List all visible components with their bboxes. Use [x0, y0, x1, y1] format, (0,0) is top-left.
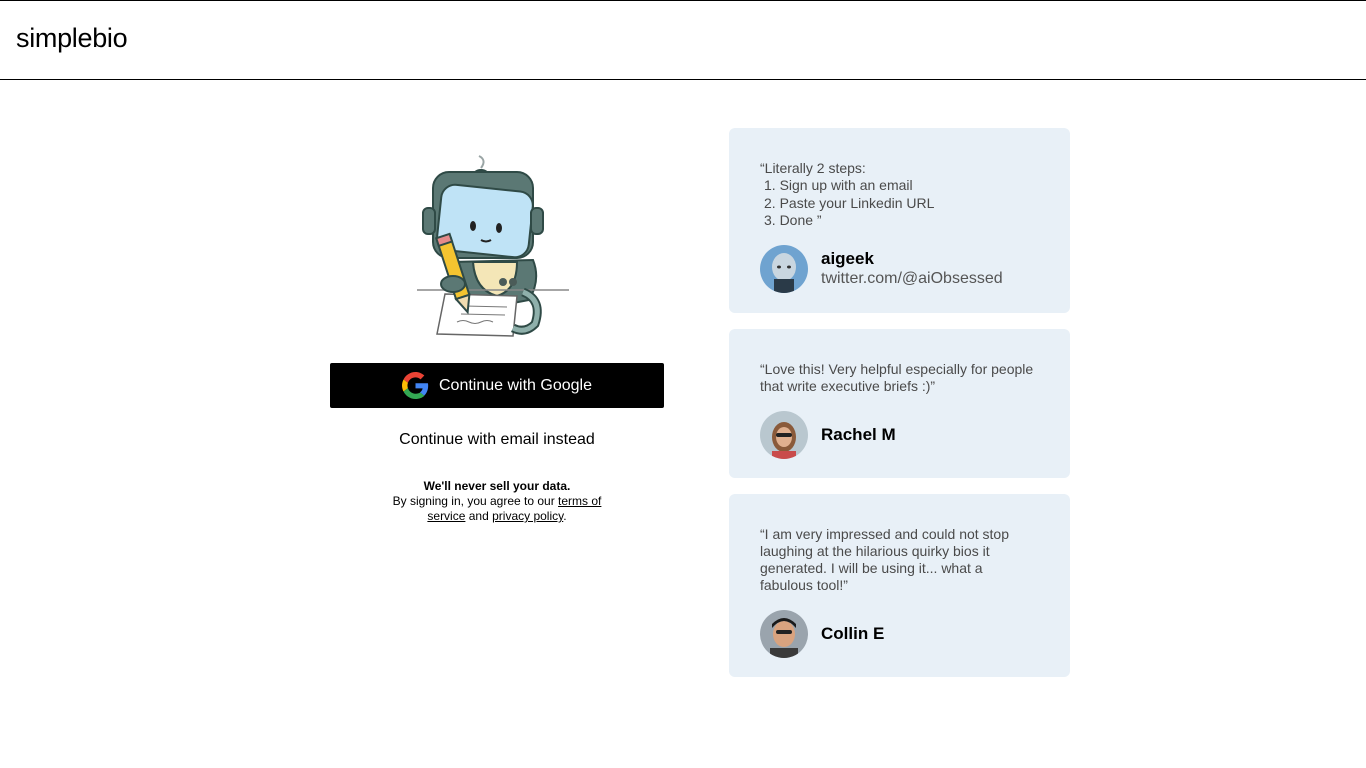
google-button-label: Continue with Google: [439, 376, 592, 394]
continue-with-email-link[interactable]: Continue with email instead: [399, 431, 595, 448]
terms-of-service-link[interactable]: terms of service: [427, 494, 602, 523]
avatar: [760, 411, 808, 459]
logo[interactable]: simplebio: [16, 23, 128, 53]
continue-with-google-button[interactable]: [330, 363, 664, 408]
legal-suffix: .: [563, 509, 567, 523]
step-item: 2. Paste your Linkedin URL: [764, 194, 935, 211]
author-name: Rachel M: [821, 425, 896, 444]
testimonial-author: [760, 245, 1039, 293]
testimonial-quote: “Literally 2 steps:: [760, 160, 866, 176]
step-item: 1. Sign up with an email: [764, 177, 913, 193]
legal-prefix: By signing in, you agree to our: [392, 494, 559, 508]
testimonial-quote: “Love this! Very helpful especially for people that write executive briefs :)”: [760, 361, 1034, 394]
signin-panel: [330, 150, 664, 524]
privacy-statement: We'll never sell your data.: [423, 479, 571, 493]
legal-notice: [392, 479, 602, 524]
testimonial-card: [729, 494, 1070, 677]
header-bar: [0, 0, 1366, 80]
avatar: [760, 245, 808, 293]
testimonial-quote: “I am very impressed and could not stop laughing at the hilarious quirky bios it generated. I will be using it... what a fabulous tool!”: [760, 526, 1010, 593]
testimonial-card: [729, 128, 1070, 313]
robot-writing-illustration: [417, 150, 577, 342]
privacy-policy-link[interactable]: privacy policy: [492, 509, 564, 523]
author-name: aigeek: [821, 248, 874, 268]
testimonial-card: [729, 329, 1070, 478]
steps-list: [764, 177, 1039, 230]
avatar: [760, 610, 808, 658]
legal-and: and: [465, 509, 493, 523]
testimonial-author: [760, 411, 1039, 459]
testimonial-author: [760, 610, 1039, 658]
google-icon: [402, 372, 429, 399]
author-handle: twitter.com/@aiObsessed: [821, 269, 1003, 287]
author-name: Collin E: [821, 624, 885, 643]
step-item: 3. Done ”: [764, 212, 822, 228]
